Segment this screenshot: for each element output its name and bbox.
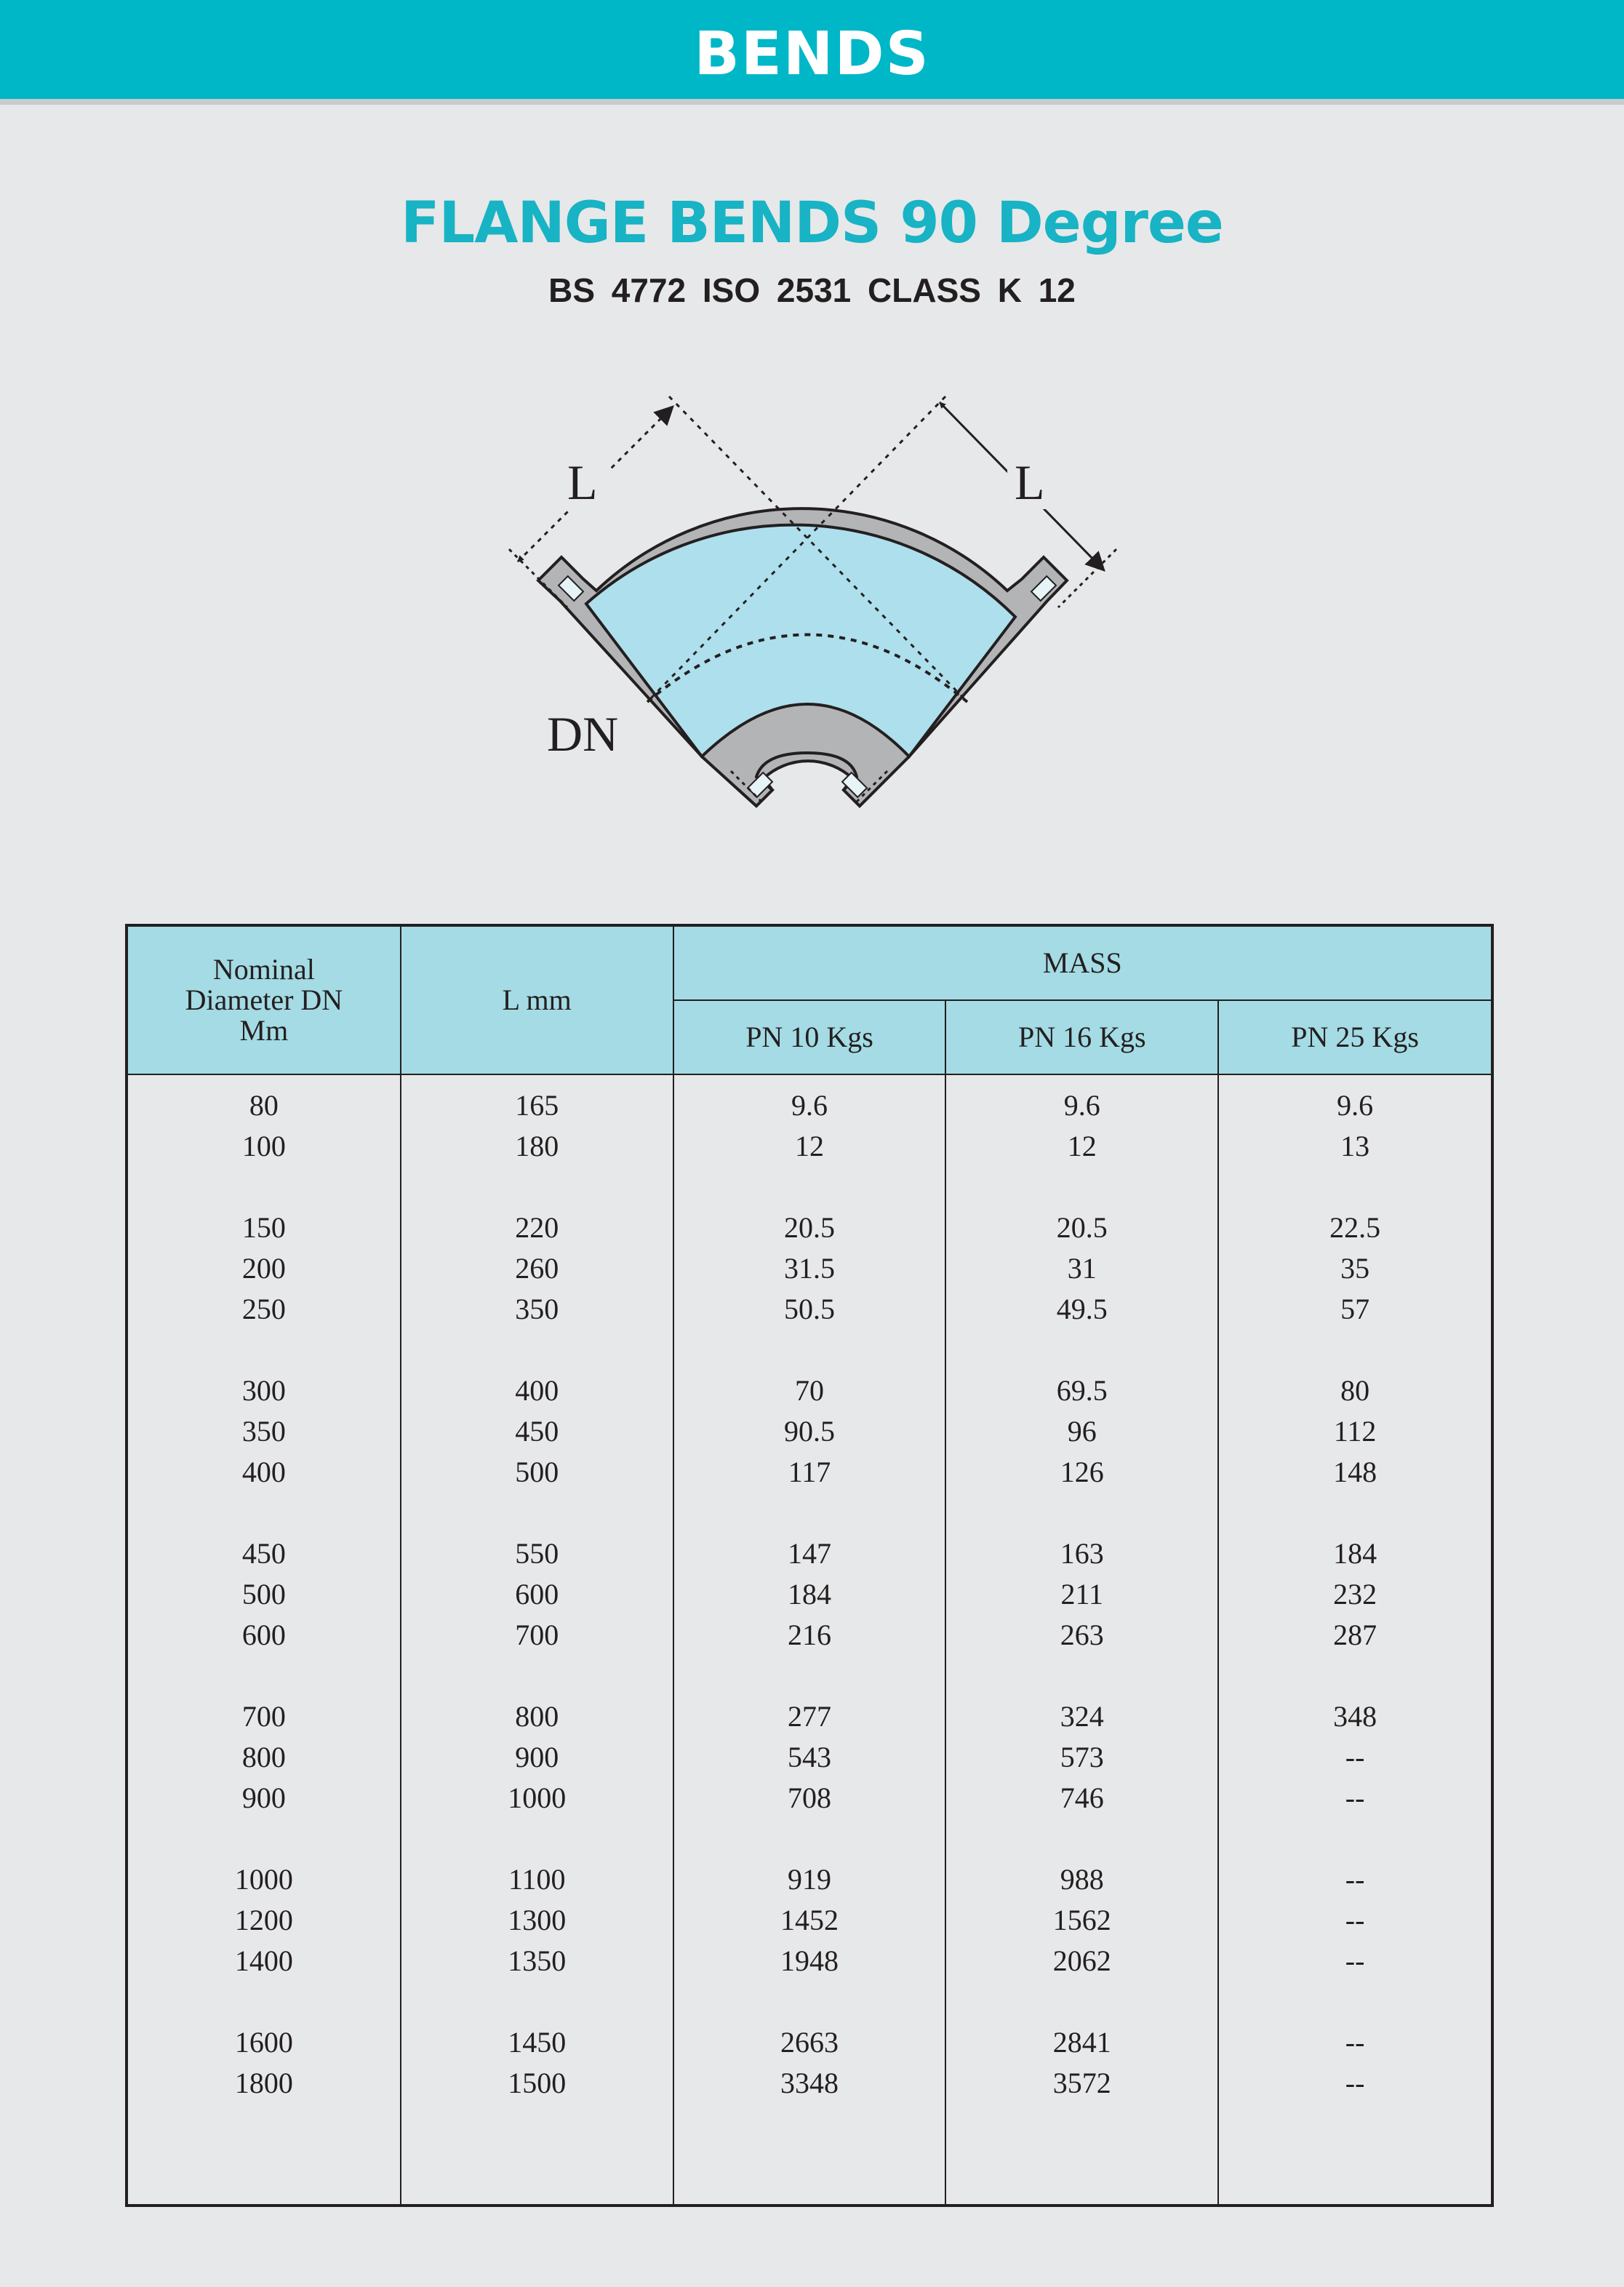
table-cell-dn: 1800 bbox=[234, 2067, 293, 2099]
bends-data-table bbox=[128, 927, 1491, 2204]
table-cell-l: 1350 bbox=[508, 1944, 567, 1977]
table-cell-pn25: -- bbox=[1345, 2026, 1365, 2059]
table-cell-pn10: 919 bbox=[787, 1863, 831, 1896]
table-cell-l: 600 bbox=[515, 1578, 559, 1611]
table-cell-pn10: 184 bbox=[787, 1578, 831, 1611]
table-cell-pn16: 746 bbox=[1060, 1781, 1104, 1814]
table-cell-dn: 250 bbox=[241, 1293, 286, 1325]
table-cell-pn16: 1562 bbox=[1052, 1904, 1111, 1936]
table-cell-pn16: 49.5 bbox=[1056, 1293, 1108, 1325]
table-cell-pn10: 117 bbox=[788, 1456, 831, 1488]
table-cell-pn16: 31 bbox=[1067, 1252, 1097, 1285]
table-row-spacer bbox=[401, 1819, 673, 1859]
table-row-spacer bbox=[128, 1981, 400, 2022]
table-cell-l: 800 bbox=[515, 1700, 559, 1733]
table-cell-pn16: 96 bbox=[1067, 1415, 1097, 1448]
page-title: FLANGE BENDS 90 Degree bbox=[401, 191, 1223, 256]
table-cell-pn25: -- bbox=[1345, 1781, 1365, 1814]
table-cell-pn16: 126 bbox=[1060, 1456, 1104, 1488]
header-pn16: PN 16 Kgs bbox=[945, 1000, 1218, 1074]
table-row-spacer bbox=[1219, 1167, 1491, 1208]
table-row-spacer bbox=[1219, 1819, 1491, 1859]
table-cell-pn10: 1948 bbox=[780, 1944, 839, 1977]
table-cell-pn25: 112 bbox=[1333, 1415, 1377, 1448]
table-cell-l: 900 bbox=[515, 1741, 559, 1773]
table-cell-pn10: 70 bbox=[794, 1374, 824, 1407]
table-cell-pn25: 287 bbox=[1333, 1619, 1377, 1651]
table-row-spacer bbox=[674, 1656, 945, 1696]
table-cell-l: 550 bbox=[515, 1537, 559, 1570]
label-l-right: L bbox=[1015, 455, 1045, 510]
column-dn bbox=[128, 1074, 401, 2204]
table-cell-pn25: 348 bbox=[1333, 1700, 1377, 1733]
table-cell-pn25: 148 bbox=[1333, 1456, 1377, 1488]
table-cell-l: 1300 bbox=[508, 1904, 567, 1936]
header-pn10: PN 10 Kgs bbox=[673, 1000, 946, 1074]
table-row-spacer bbox=[1219, 1330, 1491, 1370]
table-cell-dn: 400 bbox=[241, 1456, 286, 1488]
table-row-spacer bbox=[128, 1493, 400, 1533]
table-row-spacer bbox=[674, 1330, 945, 1370]
table-cell-pn25: -- bbox=[1345, 1904, 1365, 1936]
table-row-spacer bbox=[401, 1167, 673, 1208]
header-mass: MASS bbox=[673, 927, 1491, 1000]
table-cell-l: 180 bbox=[515, 1130, 559, 1162]
column-pn25 bbox=[1218, 1074, 1491, 2204]
table-row-spacer bbox=[128, 1656, 400, 1696]
table-row-spacer bbox=[401, 1493, 673, 1533]
table-cell-pn10: 20.5 bbox=[783, 1211, 835, 1244]
table-row-spacer bbox=[128, 1819, 400, 1859]
table-cell-pn10: 543 bbox=[787, 1741, 831, 1773]
table-cell-l: 400 bbox=[515, 1374, 559, 1407]
table-cell-l: 1000 bbox=[508, 1781, 567, 1814]
table-cell-dn: 800 bbox=[241, 1741, 286, 1773]
table-cell-l: 350 bbox=[515, 1293, 559, 1325]
table-cell-dn: 900 bbox=[241, 1781, 286, 1814]
table-cell-dn: 200 bbox=[241, 1252, 286, 1285]
table-row-spacer bbox=[401, 1981, 673, 2022]
table-cell-pn25: -- bbox=[1345, 1944, 1365, 1977]
table-cell-dn: 1200 bbox=[234, 1904, 293, 1936]
table-cell-pn25: 232 bbox=[1333, 1578, 1377, 1611]
table-cell-dn: 1600 bbox=[234, 2026, 293, 2059]
table-cell-dn: 500 bbox=[241, 1578, 286, 1611]
table-row-spacer bbox=[128, 1330, 400, 1370]
table-row-spacer bbox=[1219, 1981, 1491, 2022]
table-row-spacer bbox=[1219, 1493, 1491, 1533]
header-pn25: PN 25 Kgs bbox=[1218, 1000, 1491, 1074]
table-cell-pn10: 277 bbox=[787, 1700, 831, 1733]
bends-table bbox=[125, 924, 1494, 2207]
table-cell-pn25: 35 bbox=[1340, 1252, 1370, 1285]
table-cell-pn10: 1452 bbox=[780, 1904, 839, 1936]
bend-diagram bbox=[0, 0, 1624, 873]
table-cell-pn10: 2663 bbox=[780, 2026, 839, 2059]
table-cell-pn16: 12 bbox=[1067, 1130, 1097, 1162]
table-cell-pn16: 263 bbox=[1060, 1619, 1104, 1651]
table-cell-pn16: 324 bbox=[1060, 1700, 1104, 1733]
page-subtitle: BS 4772 ISO 2531 CLASS K 12 bbox=[548, 271, 1076, 309]
table-cell-pn10: 147 bbox=[787, 1537, 831, 1570]
table-cell-dn: 700 bbox=[241, 1700, 286, 1733]
table-cell-pn10: 50.5 bbox=[783, 1293, 835, 1325]
column-l bbox=[401, 1074, 673, 2204]
table-cell-dn: 350 bbox=[241, 1415, 286, 1448]
table-cell-pn25: -- bbox=[1345, 1741, 1365, 1773]
table-cell-pn25: 13 bbox=[1340, 1130, 1370, 1162]
table-cell-pn16: 69.5 bbox=[1056, 1374, 1108, 1407]
table-cell-pn16: 988 bbox=[1060, 1863, 1104, 1896]
table-cell-l: 260 bbox=[515, 1252, 559, 1285]
table-cell-l: 165 bbox=[515, 1089, 559, 1122]
table-cell-pn16: 2841 bbox=[1052, 2026, 1111, 2059]
table-row-spacer bbox=[674, 1493, 945, 1533]
header-nominal-diameter: Nominal Diameter DN Mm bbox=[128, 927, 401, 1074]
table-cell-l: 450 bbox=[515, 1415, 559, 1448]
header-length: L mm bbox=[401, 927, 673, 1074]
table-cell-dn: 1000 bbox=[234, 1863, 293, 1896]
table-row-spacer bbox=[401, 1656, 673, 1696]
table-cell-pn16: 573 bbox=[1060, 1741, 1104, 1773]
table-cell-pn10: 31.5 bbox=[783, 1252, 835, 1285]
table-row-spacer bbox=[946, 1656, 1217, 1696]
table-cell-l: 500 bbox=[515, 1456, 559, 1488]
column-pn10 bbox=[673, 1074, 946, 2204]
table-cell-dn: 100 bbox=[241, 1130, 286, 1162]
table-cell-pn25: 80 bbox=[1340, 1374, 1370, 1407]
table-cell-pn25: -- bbox=[1345, 2067, 1365, 2099]
table-cell-l: 220 bbox=[515, 1211, 559, 1244]
table-row-spacer bbox=[946, 1330, 1217, 1370]
table-row-spacer bbox=[946, 1167, 1217, 1208]
table-cell-pn16: 163 bbox=[1060, 1537, 1104, 1570]
table-cell-dn: 600 bbox=[241, 1619, 286, 1651]
table-cell-pn25: 9.6 bbox=[1337, 1089, 1374, 1122]
table-cell-pn25: -- bbox=[1345, 1863, 1365, 1896]
table-cell-pn16: 211 bbox=[1060, 1578, 1104, 1611]
table-cell-pn10: 3348 bbox=[780, 2067, 839, 2099]
table-cell-pn10: 216 bbox=[787, 1619, 831, 1651]
table-row-spacer bbox=[946, 1981, 1217, 2022]
table-cell-pn25: 184 bbox=[1333, 1537, 1377, 1570]
table-cell-pn16: 20.5 bbox=[1056, 1211, 1108, 1244]
table-cell-l: 700 bbox=[515, 1619, 559, 1651]
table-row-spacer bbox=[946, 1493, 1217, 1533]
table-cell-l: 1450 bbox=[508, 2026, 567, 2059]
table-row-spacer bbox=[128, 1167, 400, 1208]
table-cell-pn25: 57 bbox=[1340, 1293, 1370, 1325]
table-cell-l: 1500 bbox=[508, 2067, 567, 2099]
table-row-spacer bbox=[674, 1167, 945, 1208]
table-cell-pn10: 708 bbox=[787, 1781, 831, 1814]
label-l-left: L bbox=[567, 455, 598, 510]
table-cell-pn10: 9.6 bbox=[791, 1089, 828, 1122]
table-cell-pn10: 12 bbox=[794, 1130, 824, 1162]
column-pn16 bbox=[945, 1074, 1218, 2204]
table-row-spacer bbox=[401, 1330, 673, 1370]
table-cell-dn: 80 bbox=[249, 1089, 279, 1122]
table-body-row bbox=[128, 1074, 1491, 2204]
table-cell-dn: 150 bbox=[241, 1211, 286, 1244]
table-row-spacer bbox=[674, 1981, 945, 2022]
header-title: BENDS bbox=[694, 20, 930, 89]
table-cell-pn25: 22.5 bbox=[1329, 1211, 1381, 1244]
table-row-spacer bbox=[1219, 1656, 1491, 1696]
table-cell-dn: 1400 bbox=[234, 1944, 293, 1977]
label-dn: DN bbox=[547, 706, 619, 762]
table-cell-pn16: 3572 bbox=[1052, 2067, 1111, 2099]
table-cell-pn16: 9.6 bbox=[1063, 1089, 1100, 1122]
table-cell-pn10: 90.5 bbox=[783, 1415, 835, 1448]
table-cell-dn: 450 bbox=[241, 1537, 286, 1570]
table-cell-l: 1100 bbox=[508, 1863, 566, 1896]
table-row-spacer bbox=[674, 1819, 945, 1859]
table-cell-pn16: 2062 bbox=[1052, 1944, 1111, 1977]
table-cell-dn: 300 bbox=[241, 1374, 286, 1407]
table-row-spacer bbox=[946, 1819, 1217, 1859]
